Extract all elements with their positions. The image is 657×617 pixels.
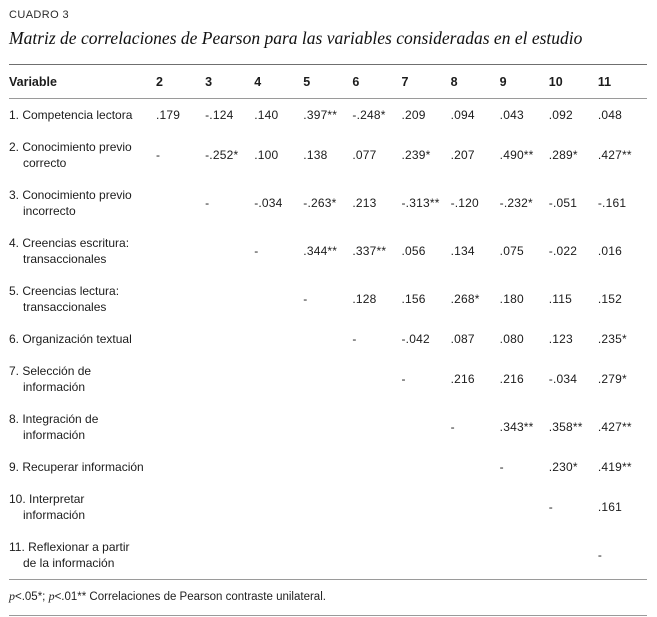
correlation-value xyxy=(401,403,450,451)
correlation-value: .230* xyxy=(548,460,578,474)
table-row xyxy=(9,451,647,483)
correlation-value xyxy=(303,323,352,355)
correlation-value: .016 xyxy=(597,244,622,258)
correlation-value: .289* xyxy=(548,148,578,162)
variable-label-line1: 8. Integración de xyxy=(9,412,99,426)
correlation-value xyxy=(303,483,352,531)
table-number-label: CUADRO 3 xyxy=(9,9,70,21)
correlation-value: .123 xyxy=(548,332,573,346)
correlation-value: .268* xyxy=(450,292,480,306)
correlation-value: .156 xyxy=(401,292,426,306)
correlation-value xyxy=(205,403,254,451)
variable-label-line1: 4. Creencias escritura: xyxy=(9,236,130,250)
variable-label-line2: correcto xyxy=(23,156,67,170)
correlation-value: -.034 xyxy=(254,196,283,210)
correlation-value xyxy=(205,227,254,275)
variable-label-line2: de la información xyxy=(23,556,115,570)
table-header-row xyxy=(9,65,647,99)
correlation-value xyxy=(303,451,352,483)
correlation-value: .209 xyxy=(401,108,426,122)
row-variable-label xyxy=(9,227,156,275)
column-header: 3 xyxy=(205,65,254,99)
row-variable-label xyxy=(9,131,156,179)
correlation-value: - xyxy=(401,372,406,386)
correlation-value: .427** xyxy=(597,420,632,434)
column-header: 11 xyxy=(598,65,647,99)
table-row xyxy=(9,483,647,531)
variable-label-line2: transaccionales xyxy=(23,252,107,266)
correlation-value: .087 xyxy=(450,332,475,346)
correlation-value: .213 xyxy=(352,196,377,210)
correlation-value xyxy=(401,483,450,531)
column-header: 6 xyxy=(352,65,401,99)
correlation-value: -.252* xyxy=(205,148,239,162)
correlation-value: .140 xyxy=(254,108,279,122)
variable-label-line2: transaccionales xyxy=(23,300,107,314)
correlation-value xyxy=(451,531,500,580)
correlation-value xyxy=(254,483,303,531)
variable-label-line1: 9. Recuperar información xyxy=(9,460,144,474)
correlation-value: .235* xyxy=(597,332,627,346)
correlation-value: .207 xyxy=(450,148,475,162)
correlation-value xyxy=(352,531,401,580)
table-row xyxy=(9,531,647,580)
table-row xyxy=(9,355,647,403)
correlation-value: .077 xyxy=(352,148,377,162)
table-row xyxy=(9,403,647,451)
correlation-value xyxy=(156,275,205,323)
correlation-value xyxy=(500,531,549,580)
correlation-value xyxy=(254,531,303,580)
correlation-value: .427** xyxy=(597,148,632,162)
variable-label-line2: información xyxy=(23,508,86,522)
correlation-value xyxy=(205,355,254,403)
correlation-value: .216 xyxy=(450,372,475,386)
correlation-value: .239* xyxy=(401,148,431,162)
correlation-value xyxy=(352,403,401,451)
correlation-value xyxy=(205,483,254,531)
correlation-value: .358** xyxy=(548,420,583,434)
column-header: 9 xyxy=(500,65,549,99)
column-header: 7 xyxy=(401,65,450,99)
row-variable-label xyxy=(9,483,156,531)
correlation-value: - xyxy=(205,196,210,210)
variable-label-line1: 7. Selección de xyxy=(9,364,92,378)
correlation-value: .100 xyxy=(254,148,279,162)
footnote-segment-1: <.05*; xyxy=(15,591,49,603)
table-row xyxy=(9,131,647,179)
variable-label-line1: 1. Competencia lectora xyxy=(9,108,133,122)
correlation-value: .344** xyxy=(303,244,338,258)
correlation-table xyxy=(9,64,647,580)
table-row xyxy=(9,99,647,132)
correlation-value xyxy=(254,323,303,355)
correlation-value: .092 xyxy=(548,108,573,122)
correlation-value: -.120 xyxy=(450,196,479,210)
correlation-value: .419** xyxy=(597,460,632,474)
column-header: 4 xyxy=(254,65,303,99)
variable-label-line1: 6. Organización textual xyxy=(9,332,132,346)
variable-label-line2: información xyxy=(23,428,86,442)
correlation-value: - xyxy=(499,460,504,474)
column-header: 2 xyxy=(156,65,205,99)
table-row xyxy=(9,275,647,323)
table-row xyxy=(9,227,647,275)
correlation-value: .279* xyxy=(597,372,627,386)
correlation-value xyxy=(156,451,205,483)
correlation-value: .343** xyxy=(499,420,534,434)
correlation-value: .048 xyxy=(597,108,622,122)
correlation-value: - xyxy=(254,244,259,258)
column-header-variable: Variable xyxy=(9,65,156,99)
row-variable-label xyxy=(9,179,156,227)
correlation-value: .397** xyxy=(303,108,338,122)
correlation-value xyxy=(156,531,205,580)
footnote-p-symbol-1: p xyxy=(9,589,15,603)
correlation-value xyxy=(500,483,549,531)
correlation-value: .138 xyxy=(303,148,328,162)
variable-label-line1: 10. Interpretar xyxy=(9,492,85,506)
column-header: 10 xyxy=(549,65,598,99)
table-head xyxy=(9,65,647,99)
correlation-value xyxy=(352,451,401,483)
correlation-value: - xyxy=(352,332,357,346)
row-variable-label xyxy=(9,275,156,323)
table-row xyxy=(9,323,647,355)
row-variable-label xyxy=(9,323,156,355)
correlation-value: .043 xyxy=(499,108,524,122)
row-variable-label xyxy=(9,451,156,483)
correlation-value: - xyxy=(597,548,603,562)
correlation-value: -.051 xyxy=(548,196,578,210)
correlation-value: -.313** xyxy=(401,196,440,210)
footnote-p-symbol-2: p xyxy=(48,589,55,603)
correlation-value: .490** xyxy=(499,148,534,162)
correlation-value: -.022 xyxy=(548,244,578,258)
correlation-value: .216 xyxy=(499,372,524,386)
correlation-value: -.042 xyxy=(401,332,430,346)
correlation-value: -.232* xyxy=(499,196,533,210)
correlation-value: .337** xyxy=(352,244,387,258)
correlation-value: -.263* xyxy=(303,196,337,210)
correlation-value xyxy=(451,483,500,531)
correlation-value xyxy=(303,531,352,580)
correlation-value xyxy=(352,483,401,531)
correlation-value xyxy=(254,403,303,451)
correlation-value xyxy=(401,531,450,580)
row-variable-label xyxy=(9,99,156,132)
correlation-value xyxy=(156,403,205,451)
row-variable-label xyxy=(9,403,156,451)
correlation-value: .115 xyxy=(548,292,573,306)
correlation-value: -.161 xyxy=(597,196,627,210)
correlation-value: .080 xyxy=(499,332,524,346)
correlation-value xyxy=(401,451,450,483)
correlation-value: .075 xyxy=(499,244,524,258)
correlation-value: -.034 xyxy=(548,372,578,386)
correlation-value: - xyxy=(156,148,161,162)
correlation-value xyxy=(156,227,205,275)
correlation-value xyxy=(451,451,500,483)
table-body xyxy=(9,99,647,580)
variable-label-line2: incorrecto xyxy=(23,204,76,218)
table-title: Matriz de correlaciones de Pearson para las variables consideradas en el estudio xyxy=(9,28,583,48)
variable-label-line1: 2. Conocimiento previo xyxy=(9,140,132,154)
correlation-value xyxy=(205,451,254,483)
column-header: 8 xyxy=(451,65,500,99)
table-footnote xyxy=(9,580,647,616)
correlation-value xyxy=(156,355,205,403)
correlation-value xyxy=(205,531,254,580)
variable-label-line2: información xyxy=(23,380,86,394)
correlation-value xyxy=(254,355,303,403)
correlation-value: .152 xyxy=(597,292,622,306)
variable-label-line1: 5. Creencias lectura: xyxy=(9,284,120,298)
correlation-value: .128 xyxy=(352,292,377,306)
correlation-value: -.124 xyxy=(205,108,234,122)
row-variable-label xyxy=(9,355,156,403)
correlation-value xyxy=(205,275,254,323)
variable-label-line1: 11. Reflexionar a partir xyxy=(9,540,130,554)
correlation-value xyxy=(205,323,254,355)
correlation-value xyxy=(303,355,352,403)
correlation-value xyxy=(254,275,303,323)
correlation-value xyxy=(303,403,352,451)
correlation-value: - xyxy=(303,292,308,306)
correlation-value: - xyxy=(548,500,553,514)
correlation-value xyxy=(549,531,598,580)
correlation-value xyxy=(352,355,401,403)
correlation-value xyxy=(156,179,205,227)
correlation-value xyxy=(254,451,303,483)
correlation-value: .180 xyxy=(499,292,524,306)
correlation-value xyxy=(156,483,205,531)
correlation-value xyxy=(156,323,205,355)
correlation-value: .161 xyxy=(597,500,622,514)
correlation-value: .056 xyxy=(401,244,426,258)
variable-label-line1: 3. Conocimiento previo xyxy=(9,188,132,202)
column-header: 5 xyxy=(303,65,352,99)
correlation-value: .134 xyxy=(450,244,475,258)
correlation-value: - xyxy=(450,420,455,434)
correlation-value: .094 xyxy=(450,108,475,122)
row-variable-label xyxy=(9,531,156,580)
correlation-value: .179 xyxy=(156,108,181,122)
table-row xyxy=(9,179,647,227)
correlation-value: -.248* xyxy=(352,108,386,122)
footnote-segment-2: <.01** Correlaciones de Pearson contraste unilateral. xyxy=(54,591,326,603)
